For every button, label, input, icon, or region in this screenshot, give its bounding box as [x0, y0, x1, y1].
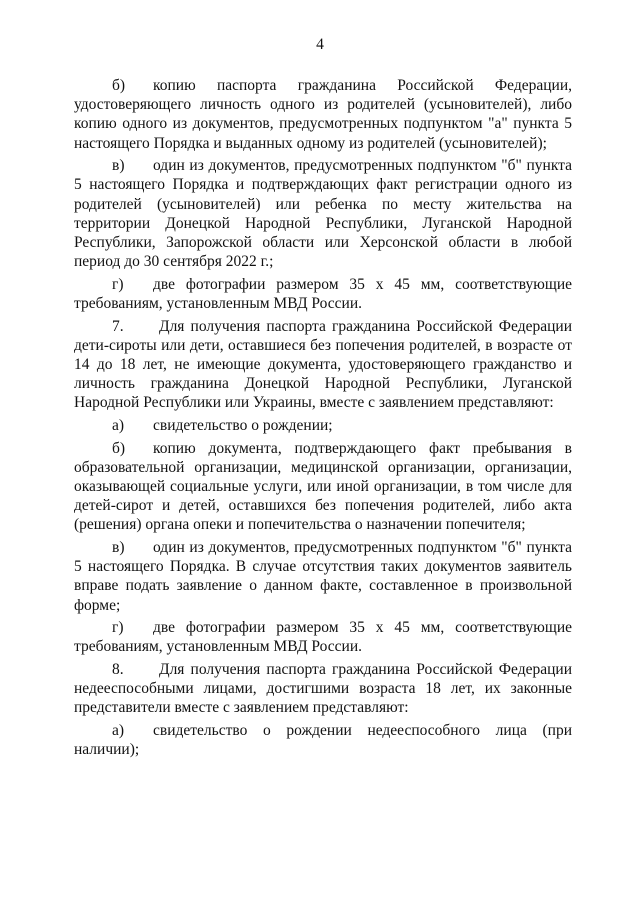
item-marker: 8.	[112, 661, 124, 679]
item-marker: б)	[112, 77, 126, 94]
item-text: один из документов, предусмотренных подпунктом "б" пункта 5 настоящего Порядка и подтверждающих факт регистрации одного из родителей (усыновителей) или ребенка по месту жительства на территории Донецкой Народной Республики, Луганской Народной Республики, Запорожской области или Херсонской области в любой период до 30 сентября 2022 г.;	[74, 157, 572, 271]
item-marker: г)	[112, 619, 124, 637]
subitem-g-photos	[74, 618, 572, 656]
clause-8	[74, 660, 572, 718]
item-marker: 7.	[112, 317, 124, 335]
item-text: свидетельство о рождении недееспособного лица (при наличии);	[74, 722, 572, 759]
page-number: 4	[316, 36, 324, 53]
item-text: копию паспорта гражданина Российской Федерации, удостоверяющего личность одного из родителей (усыновителей), либо копию одного из документов, предусмотренных подпунктом "а" пункта 5 настоящего Порядка и выданных одному из родителей (усыновителей);	[74, 77, 572, 152]
item-marker: г)	[112, 275, 124, 293]
item-marker: а)	[112, 417, 125, 435]
item-text: две фотографии размером 35 х 45 мм, соответствующие требованиям, установленным МВД России.	[74, 619, 572, 656]
item-text: копию документа, подтверждающего факт пребывания в образовательной организации, медицинской организации, организации, оказывающей социальные услуги, или иной организации, в том числе для детей-сирот и детей, оставшихся без попечения родителей, либо акта (решения) органа опеки и попечительства о назначении попечителя;	[74, 439, 572, 534]
subitem-a-birth-certificate	[74, 416, 572, 435]
item-marker: в)	[112, 157, 125, 175]
item-text: свидетельство о рождении;	[153, 417, 333, 435]
item-text: Для получения паспорта гражданина Российской Федерации недееспособными лицами, достигшими возраста 18 лет, их законные представители вместе с заявлением представляют:	[74, 661, 572, 717]
item-marker: в)	[112, 539, 125, 557]
item-marker: б)	[112, 439, 126, 457]
subitem-g-photos	[74, 275, 572, 313]
subitem-v-registration	[74, 156, 572, 271]
subitem-a-birth-certificate-incapacitated	[74, 721, 572, 759]
item-text: две фотографии размером 35 х 45 мм, соответствующие требованиям, установленным МВД России.	[74, 275, 572, 313]
clause-7	[74, 317, 572, 413]
subitem-b-organization-document	[74, 439, 572, 535]
subitem-v-documents	[74, 538, 572, 615]
item-text: Для получения паспорта гражданина Российской Федерации дети-сироты или дети, оставшиеся без попечения родителей, в возрасте от 14 до 18 лет, не имеющие документа, удостоверяющего гражданство и личность гражданина Донецкой Народной Республики, Луганской Народной Республики или Украины, вместе с заявлением представляют:	[74, 317, 572, 412]
document-body	[74, 76, 572, 759]
item-marker: а)	[112, 722, 125, 740]
subitem-b-parent-passport	[74, 76, 572, 153]
item-text: один из документов, предусмотренных подпунктом "б" пункта 5 настоящего Порядка. В случае отсутствия таких документов заявитель вправе подать заявление о данном факте, составленное в произвольной форме;	[74, 539, 572, 614]
